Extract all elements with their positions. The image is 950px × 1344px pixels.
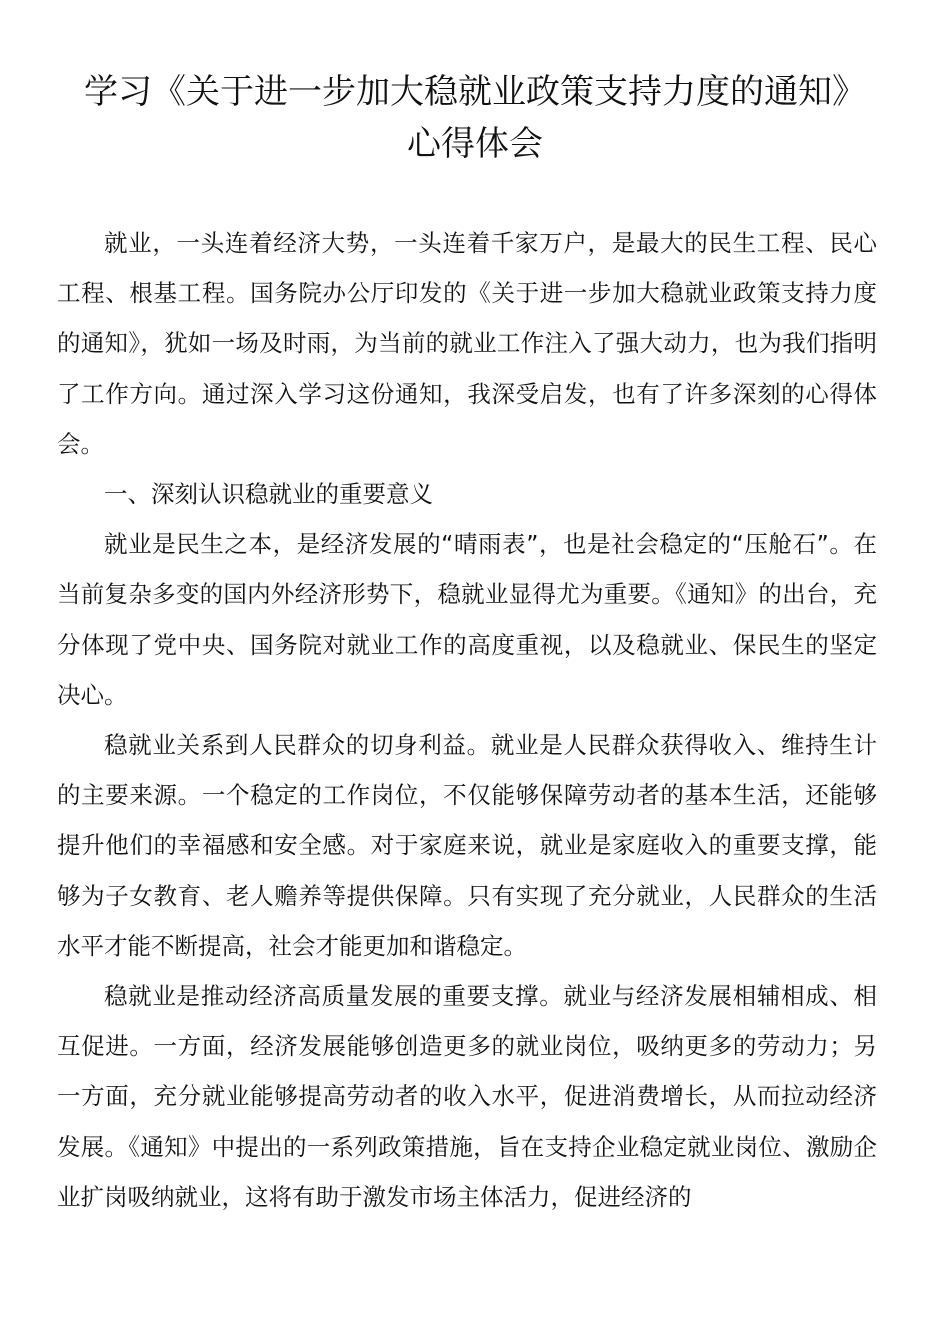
section-heading: 一、深刻认识稳就业的重要意义 [104,480,433,509]
body-paragraph-2: 稳就业关系到人民群众的切身利益。就业是人民群众获得收入、维持生计的主要来源。一个稳定的工作岗位，不仅能够保障劳动者的基本生活，还能够提升他们的幸福感和安全感。对于家庭来说，就业是家庭收入的重要支撑，能够为子女教育、老人赡养等提供保障。只有实现了充分就业，人民群众的生活水平才能不断提高，社会才能更加和谐稳定。 [57,731,877,960]
title-line-2: 心得体会 [407,124,543,164]
body-paragraph-3: 稳就业是推动经济高质量发展的重要支撑。就业与经济发展相辅相成、相互促进。一方面，经济发展能够创造更多的就业岗位，吸纳更多的劳动力；另一方面，充分就业能够提高劳动者的收入水平，促进消费增长，从而拉动经济发展。《通知》中提出的一系列政策措施，旨在支持企业稳定就业岗位、激励企业扩岗吸纳就业，这将有助于激发市场主体活力，促进经济的 [57,982,877,1211]
body-paragraph-1: 就业是民生之本，是经济发展的“晴雨表”，也是社会稳定的“压舱石”。在当前复杂多变的国内外经济形势下，稳就业显得尤为重要。《通知》的出台，充分体现了党中央、国务院对就业工作的高度重视，以及稳就业、保民生的坚定决心。 [57,530,877,709]
document-title [40,66,910,170]
title-line-1: 学习《关于进一步加大稳就业政策支持力度的通知》 [84,72,866,112]
document-body [57,218,877,1222]
intro-paragraph: 就业，一头连着经济大势，一头连着千家万户，是最大的民生工程、民心工程、根基工程。国务院办公厅印发的《关于进一步加大稳就业政策支持力度的通知》，犹如一场及时雨，为当前的就业工作注入了强大动力，也为我们指明了工作方向。通过深入学习这份通知，我深受启发，也有了许多深刻的心得体会。 [57,229,877,458]
